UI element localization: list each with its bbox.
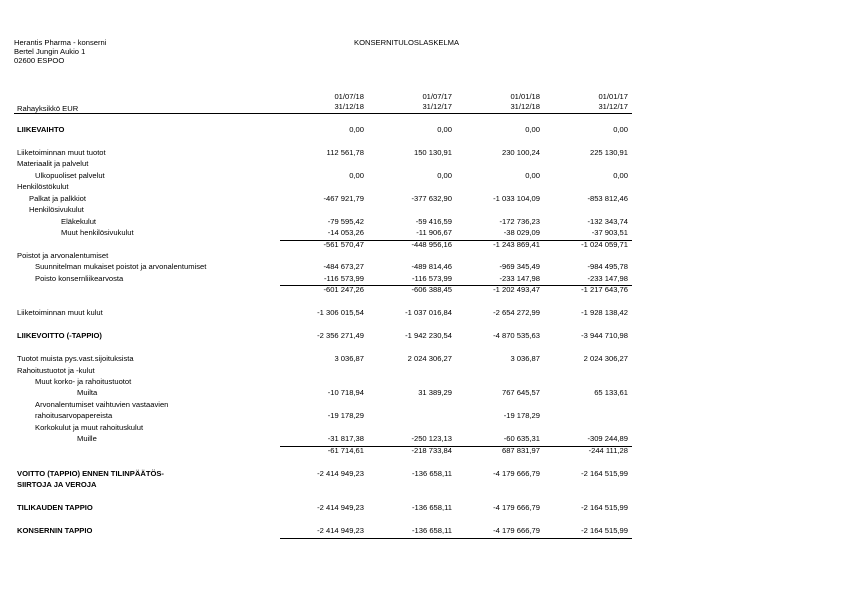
row-value-col3: -4 870 535,63 xyxy=(493,331,540,340)
row-value-col3: -1 243 869,41 xyxy=(493,240,540,249)
row-value-col4: -2 164 515,99 xyxy=(581,526,628,535)
row-value-col2: -250 123,13 xyxy=(411,434,452,443)
row-value-col4: -244 111,28 xyxy=(588,446,628,455)
subtotal-rule xyxy=(280,240,632,241)
row-value-col4: 0,00 xyxy=(613,171,628,180)
row-label: Eläkekulut xyxy=(61,217,97,226)
row-value-col3: -1 202 493,47 xyxy=(493,285,540,294)
row-label: Arvonalentumiset vaihtuvien vastaavien xyxy=(35,400,169,409)
row-value-col1: 0,00 xyxy=(349,125,364,134)
row-label: Liiketoiminnan muut kulut xyxy=(17,308,103,317)
row-value-col2: -606 388,45 xyxy=(411,285,452,294)
row-value-col3: -172 736,23 xyxy=(499,217,540,226)
row-value-col1: -2 414 949,23 xyxy=(317,526,364,535)
row-value-col4: -132 343,74 xyxy=(587,217,628,226)
row-value-col3: -19 178,29 xyxy=(503,411,540,420)
row-value-col4: -1 217 643,76 xyxy=(581,285,628,294)
row-value-col4: -984 495,78 xyxy=(587,262,628,271)
row-label: rahoitusarvopapereista xyxy=(35,411,113,420)
row-value-col3: -2 654 272,99 xyxy=(493,308,540,317)
period-4-to: 31/12/17 xyxy=(598,102,628,111)
row-value-col2: -116 573,99 xyxy=(412,274,452,283)
row-value-col1: -61 714,61 xyxy=(327,446,364,455)
company-address-street: Bertel Jungin Aukio 1 xyxy=(14,47,86,56)
row-label: Muut henkilösivukulut xyxy=(61,228,134,237)
row-label: VOITTO (TAPPIO) ENNEN TILINPÄÄTÖS- xyxy=(17,469,164,478)
row-label: KONSERNIN TAPPIO xyxy=(17,526,93,535)
row-value-col3: 0,00 xyxy=(525,125,540,134)
period-3-from: 01/01/18 xyxy=(510,92,540,101)
row-label: Poistot ja arvonalentumiset xyxy=(17,251,109,260)
row-value-col2: -489 814,46 xyxy=(411,262,452,271)
company-address-city: 02600 ESPOO xyxy=(14,56,65,65)
row-value-col1: -1 306 015,54 xyxy=(317,308,364,317)
total-rule xyxy=(280,538,632,539)
row-value-col4: -309 244,89 xyxy=(587,434,628,443)
row-value-col3: 230 100,24 xyxy=(501,148,540,157)
row-value-col3: 0,00 xyxy=(525,171,540,180)
row-label: Suunnitelman mukaiset poistot ja arvonalentumiset xyxy=(35,262,207,271)
row-label: Ulkopuoliset palvelut xyxy=(35,171,105,180)
row-label: Liiketoiminnan muut tuotot xyxy=(17,148,106,157)
row-label: Poisto konsernliikearvosta xyxy=(35,274,124,283)
row-value-col1: -484 673,27 xyxy=(323,262,364,271)
row-value-col4: -853 812,46 xyxy=(587,194,628,203)
row-label: LIIKEVAIHTO xyxy=(17,125,65,134)
row-value-col4: -233 147,98 xyxy=(587,274,628,283)
row-value-col2: 31 389,29 xyxy=(418,388,452,397)
row-value-col2: -1 037 016,84 xyxy=(405,308,452,317)
row-value-col2: -11 906,67 xyxy=(416,228,452,237)
row-value-col1: -601 247,26 xyxy=(323,285,364,294)
row-label: Muille xyxy=(77,434,97,443)
period-1-from: 01/07/18 xyxy=(334,92,364,101)
row-value-col1: 3 036,87 xyxy=(334,354,364,363)
row-value-col4: -2 164 515,99 xyxy=(581,503,628,512)
row-value-col4: 0,00 xyxy=(613,125,628,134)
row-value-col3: -60 635,31 xyxy=(503,434,540,443)
row-label: Materiaalit ja palvelut xyxy=(17,159,89,168)
row-value-col1: -467 921,79 xyxy=(323,194,364,203)
row-label: Rahoitustuotot ja -kulut xyxy=(17,366,95,375)
row-value-col2: -136 658,11 xyxy=(412,503,452,512)
row-value-col1: -19 178,29 xyxy=(327,411,364,420)
row-label: Korkokulut ja muut rahoituskulut xyxy=(35,423,144,432)
row-value-col1: -31 817,38 xyxy=(327,434,364,443)
row-value-col1: -10 718,94 xyxy=(327,388,364,397)
row-value-col1: 0,00 xyxy=(349,171,364,180)
row-value-col3: -38 029,09 xyxy=(503,228,540,237)
period-3-to: 31/12/18 xyxy=(510,102,540,111)
row-value-col4: -3 944 710,98 xyxy=(581,331,628,340)
period-1-to: 31/12/18 xyxy=(334,102,364,111)
row-value-col2: 2 024 306,27 xyxy=(407,354,452,363)
subtotal-rule xyxy=(280,446,632,447)
row-value-col3: -4 179 666,79 xyxy=(493,469,540,478)
company-name: Herantis Pharma - konserni xyxy=(14,38,107,47)
row-value-col2: -218 733,84 xyxy=(411,446,452,455)
row-value-col4: 2 024 306,27 xyxy=(583,354,628,363)
row-value-col1: -116 573,99 xyxy=(324,274,364,283)
row-value-col2: -136 658,11 xyxy=(412,469,452,478)
row-label: LIIKEVOITTO (-TAPPIO) xyxy=(17,331,102,340)
row-value-col3: 3 036,87 xyxy=(510,354,540,363)
row-label: Muut korko- ja rahoitustuotot xyxy=(35,377,132,386)
row-value-col3: -4 179 666,79 xyxy=(493,503,540,512)
row-label: Tuotot muista pys.vast.sijoituksista xyxy=(17,354,134,363)
row-label: TILIKAUDEN TAPPIO xyxy=(17,503,93,512)
row-value-col2: -59 416,59 xyxy=(415,217,452,226)
report-title: KONSERNITULOSLASKELMA xyxy=(354,38,460,47)
row-value-col2: -1 942 230,54 xyxy=(405,331,452,340)
row-value-col2: -136 658,11 xyxy=(412,526,452,535)
row-value-col1: -2 414 949,23 xyxy=(317,469,364,478)
subtotal-rule xyxy=(280,285,632,286)
row-value-col3: 687 831,97 xyxy=(501,446,540,455)
row-value-col2: -448 956,16 xyxy=(411,240,452,249)
row-label: Henkilöstökulut xyxy=(17,182,69,191)
row-label: Muilta xyxy=(77,388,98,397)
row-value-col3: -233 147,98 xyxy=(499,274,540,283)
row-value-col1: -14 053,26 xyxy=(327,228,364,237)
period-4-from: 01/01/17 xyxy=(598,92,628,101)
currency-label: Rahayksikkö EUR xyxy=(17,104,79,113)
row-value-col4: -1 024 059,71 xyxy=(581,240,628,249)
row-value-col2: -377 632,90 xyxy=(411,194,452,203)
row-value-col1: -79 595,42 xyxy=(327,217,364,226)
row-value-col2: 150 130,91 xyxy=(413,148,452,157)
row-value-col4: -37 903,51 xyxy=(591,228,628,237)
period-2-from: 01/07/17 xyxy=(422,92,452,101)
row-value-col1: 112 561,78 xyxy=(326,148,364,157)
row-value-col3: -1 033 104,09 xyxy=(493,194,540,203)
row-label: Henkilösivukulut xyxy=(29,205,84,214)
row-value-col4: 225 130,91 xyxy=(589,148,628,157)
row-label: SIIRTOJA JA VEROJA xyxy=(17,480,97,489)
row-value-col1: -561 570,47 xyxy=(323,240,364,249)
row-label: Palkat ja palkkiot xyxy=(29,194,86,203)
row-value-col1: -2 414 949,23 xyxy=(317,503,364,512)
row-value-col4: 65 133,61 xyxy=(594,388,628,397)
row-value-col3: -4 179 666,79 xyxy=(493,526,540,535)
row-value-col4: -1 928 138,42 xyxy=(581,308,628,317)
row-value-col4: -2 164 515,99 xyxy=(581,469,628,478)
row-value-col1: -2 356 271,49 xyxy=(317,331,364,340)
row-value-col2: 0,00 xyxy=(437,125,452,134)
row-value-col2: 0,00 xyxy=(437,171,452,180)
row-value-col3: -969 345,49 xyxy=(499,262,540,271)
row-value-col3: 767 645,57 xyxy=(501,388,540,397)
period-2-to: 31/12/17 xyxy=(422,102,452,111)
